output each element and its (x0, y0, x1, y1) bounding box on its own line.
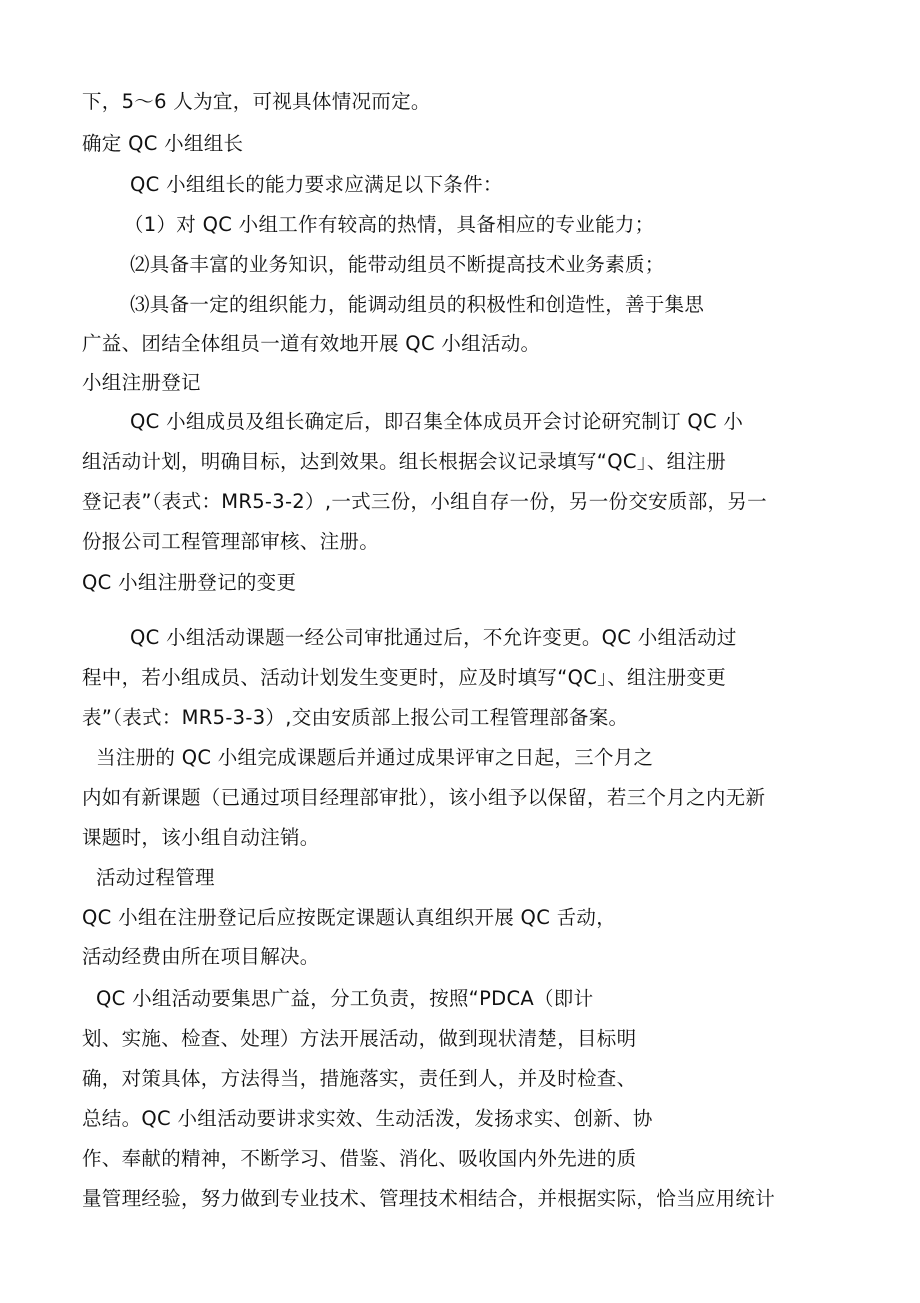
text-line: 下，5～6 人为宜，可视具体情况而定。 (82, 90, 431, 113)
text-line: 量管理经验，努力做到专业技术、管理技术相结合，并根据实际，恰当应用统计 (82, 1187, 776, 1210)
list-item: ⑶具备一定的组织能力，能调动组员的积极性和创造性，善于集思 (130, 293, 705, 316)
text-line: 划、实施、检查、处理）方法开展活动，做到现状清楚，目标明 (82, 1027, 637, 1050)
text-line: 总结。QC 小组活动要讲求实效、生动活泼，发扬求实、创新、协 (82, 1107, 653, 1130)
text-line: 作、奉献的精神，不断学习、借鉴、消化、吸收国内外先进的质 (82, 1147, 637, 1170)
text-line: 活动经费由所在项目解决。 (82, 945, 320, 968)
section-heading: QC 小组注册登记的变更 (82, 571, 297, 594)
text-line: 内如有新课题（已通过项目经理部审批），该小组予以保留，若三个月之内无新 (82, 786, 766, 809)
text-line: 份报公司工程管理部审核、注册。 (82, 530, 380, 553)
text-line: 课题时，该小组自动注销。 (82, 826, 320, 849)
text-line: QC 小组活动课题一经公司审批通过后，不允许变更。QC 小组活动过 (130, 626, 737, 649)
list-item: ⑵具备丰富的业务知识，能带动组员不断提高技术业务素质； (130, 253, 665, 276)
text-line: QC 小组成员及组长确定后，即召集全体成员开会讨论研究制订 QC 小 (130, 410, 744, 433)
text-line: QC 小组在注册登记后应按既定课题认真组织开展 QC 舌动， (82, 906, 617, 929)
text-line: QC 小组组长的能力要求应满足以下条件： (130, 173, 503, 196)
section-heading: 小组注册登记 (82, 371, 201, 394)
list-item: （1）对 QC 小组工作有较高的热情，具备相应的专业能力； (124, 213, 655, 236)
text-line: 组活动计划，明确目标，达到效果。组长根据会议记录填写“QC」、组注册 (82, 450, 727, 473)
text-line: 程中，若小组成员、活动计划发生变更时，应及时填写“QC」、组注册变更 (82, 666, 727, 689)
section-heading: 确定 QC 小组组长 (82, 132, 244, 155)
section-heading: 活动过程管理 (96, 866, 215, 889)
text-line: 表”（表式：MR5-3-3）,交由安质部上报公司工程管理部备案。 (82, 706, 629, 729)
text-line: 登记表”（表式：MR5-3-2）,一式三份，小组自存一份，另一份交安质部，另一 (82, 490, 767, 513)
text-line: 当注册的 QC 小组完成课题后并通过成果评审之日起，三个月之 (96, 746, 654, 769)
text-line: QC 小组活动要集思广益，分工负责，按照“PDCA（即计 (96, 987, 594, 1010)
text-line: 确，对策具体，方法得当，措施落实，责任到人，并及时检查、 (82, 1067, 637, 1090)
text-line: 广益、团结全体组员一道有效地开展 QC 小组活动。 (82, 332, 541, 355)
